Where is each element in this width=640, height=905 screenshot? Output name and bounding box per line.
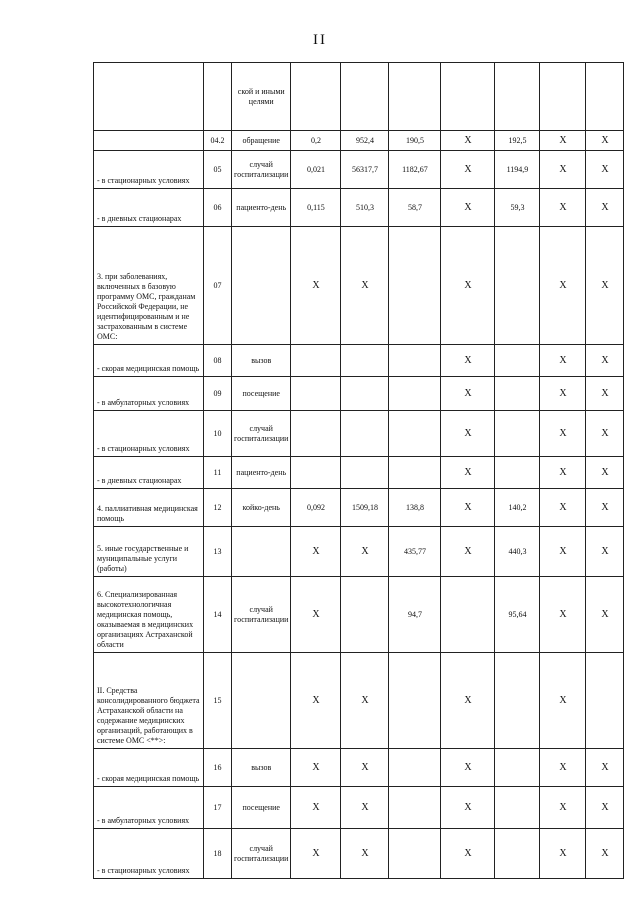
value-cell <box>389 411 441 457</box>
value-cell: X <box>586 527 624 577</box>
row-unit-cell: койко-день <box>232 489 291 527</box>
value-cell <box>341 577 389 653</box>
value-cell: X <box>586 189 624 227</box>
value-cell: X <box>291 749 341 787</box>
value-cell: X <box>441 489 495 527</box>
value-cell: X <box>441 227 495 345</box>
value-cell: X <box>441 151 495 189</box>
row-unit-cell: обращение <box>232 131 291 151</box>
value-cell: X <box>540 151 586 189</box>
row-unit-cell: случай госпитализации <box>232 577 291 653</box>
value-cell <box>389 653 441 749</box>
row-code-cell: 15 <box>204 653 232 749</box>
value-cell: X <box>540 189 586 227</box>
row-code-cell: 18 <box>204 829 232 879</box>
value-cell: X <box>441 457 495 489</box>
row-name-cell: - в дневных стационарах <box>94 457 204 489</box>
value-cell: X <box>540 489 586 527</box>
value-cell <box>495 227 540 345</box>
value-cell <box>291 63 341 131</box>
row-name-cell: 6. Специализированная высокотехнологичная медицинская помощь, оказываемая в медицинских организациях Астраханской области <box>94 577 204 653</box>
value-cell <box>291 345 341 377</box>
value-cell: X <box>540 377 586 411</box>
value-cell: X <box>586 131 624 151</box>
value-cell <box>495 411 540 457</box>
value-cell <box>389 457 441 489</box>
value-cell: X <box>341 829 389 879</box>
value-cell <box>495 63 540 131</box>
value-cell: X <box>341 749 389 787</box>
value-cell <box>495 377 540 411</box>
value-cell: X <box>540 829 586 879</box>
row-name-cell: - в дневных стационарах <box>94 189 204 227</box>
row-code-cell: 04.2 <box>204 131 232 151</box>
value-cell: X <box>586 457 624 489</box>
value-cell: X <box>441 189 495 227</box>
row-unit-cell: вызов <box>232 749 291 787</box>
value-cell: X <box>540 653 586 749</box>
row-code-cell: 11 <box>204 457 232 489</box>
value-cell: X <box>540 411 586 457</box>
value-cell: 510,3 <box>341 189 389 227</box>
value-cell <box>586 653 624 749</box>
row-unit-cell <box>232 653 291 749</box>
value-cell <box>495 457 540 489</box>
row-unit-cell: пациенто-день <box>232 457 291 489</box>
value-cell <box>389 345 441 377</box>
value-cell: X <box>441 787 495 829</box>
table-row <box>94 63 624 131</box>
value-cell: X <box>341 653 389 749</box>
row-unit-cell <box>232 227 291 345</box>
value-cell: 138,8 <box>389 489 441 527</box>
value-cell: 0,115 <box>291 189 341 227</box>
row-code-cell: 16 <box>204 749 232 787</box>
table-row <box>94 411 624 457</box>
value-cell: X <box>291 227 341 345</box>
row-code-cell: 08 <box>204 345 232 377</box>
value-cell <box>389 787 441 829</box>
row-name-cell: II. Средства консолидированного бюджета Астраханской области на содержание медицинских организаций, работающих в системе ОМС <**>: <box>94 653 204 749</box>
value-cell <box>291 457 341 489</box>
row-name-cell: 5. иные государственные и муниципальные услуги (работы) <box>94 527 204 577</box>
value-cell: X <box>540 527 586 577</box>
row-unit-cell: посещение <box>232 377 291 411</box>
table-row <box>94 527 624 577</box>
row-name-cell: - в стационарных условиях <box>94 411 204 457</box>
table-row <box>94 489 624 527</box>
value-cell: 0,092 <box>291 489 341 527</box>
row-code-cell: 12 <box>204 489 232 527</box>
value-cell <box>495 829 540 879</box>
value-cell <box>389 377 441 411</box>
value-cell <box>291 411 341 457</box>
row-code-cell: 13 <box>204 527 232 577</box>
table-row <box>94 345 624 377</box>
value-cell: 435,77 <box>389 527 441 577</box>
value-cell: 1509,18 <box>341 489 389 527</box>
value-cell <box>495 749 540 787</box>
value-cell <box>291 377 341 411</box>
table-row <box>94 749 624 787</box>
row-name-cell: - в амбулаторных условиях <box>94 377 204 411</box>
row-unit-cell <box>232 527 291 577</box>
financing-table <box>93 62 624 879</box>
row-code-cell: 05 <box>204 151 232 189</box>
value-cell: X <box>441 829 495 879</box>
row-code-cell: 17 <box>204 787 232 829</box>
value-cell <box>389 829 441 879</box>
value-cell <box>495 653 540 749</box>
value-cell <box>441 63 495 131</box>
row-name-cell: - в стационарных условиях <box>94 151 204 189</box>
value-cell: X <box>291 577 341 653</box>
value-cell: X <box>441 749 495 787</box>
value-cell <box>495 787 540 829</box>
value-cell: X <box>540 749 586 787</box>
table-row <box>94 653 624 749</box>
value-cell: X <box>586 489 624 527</box>
table-row <box>94 189 624 227</box>
table-row <box>94 151 624 189</box>
value-cell <box>441 577 495 653</box>
value-cell: X <box>441 131 495 151</box>
value-cell: X <box>586 345 624 377</box>
value-cell: X <box>586 577 624 653</box>
value-cell: X <box>341 787 389 829</box>
value-cell: X <box>291 787 341 829</box>
value-cell: 140,2 <box>495 489 540 527</box>
table-row <box>94 457 624 489</box>
value-cell <box>341 345 389 377</box>
value-cell <box>389 227 441 345</box>
value-cell: X <box>341 527 389 577</box>
value-cell: X <box>441 345 495 377</box>
row-code-cell: 07 <box>204 227 232 345</box>
value-cell: X <box>291 829 341 879</box>
value-cell: 94,7 <box>389 577 441 653</box>
row-code-cell: 10 <box>204 411 232 457</box>
row-name-cell: - в стационарных условиях <box>94 829 204 879</box>
table-row <box>94 131 624 151</box>
row-unit-cell: посещение <box>232 787 291 829</box>
value-cell: 190,5 <box>389 131 441 151</box>
value-cell: 1182,67 <box>389 151 441 189</box>
table-body <box>94 63 624 879</box>
value-cell: X <box>441 527 495 577</box>
value-cell: X <box>291 653 341 749</box>
value-cell <box>341 377 389 411</box>
value-cell: 0,2 <box>291 131 341 151</box>
row-unit-cell: случай госпитализации <box>232 411 291 457</box>
row-name-cell: - в амбулаторных условиях <box>94 787 204 829</box>
value-cell <box>389 63 441 131</box>
value-cell: X <box>540 227 586 345</box>
row-code-cell: 06 <box>204 189 232 227</box>
value-cell <box>495 345 540 377</box>
row-unit-cell: вызов <box>232 345 291 377</box>
value-cell: 95,64 <box>495 577 540 653</box>
value-cell: X <box>586 377 624 411</box>
value-cell <box>389 749 441 787</box>
value-cell: 0,021 <box>291 151 341 189</box>
value-cell: X <box>586 151 624 189</box>
table-row <box>94 829 624 879</box>
value-cell: X <box>586 829 624 879</box>
value-cell: X <box>540 131 586 151</box>
value-cell <box>341 411 389 457</box>
value-cell: X <box>441 411 495 457</box>
value-cell: 440,3 <box>495 527 540 577</box>
value-cell: X <box>586 227 624 345</box>
value-cell: X <box>441 653 495 749</box>
row-code-cell: 09 <box>204 377 232 411</box>
row-name-cell <box>94 63 204 131</box>
row-name-cell: - скорая медицинская помощь <box>94 345 204 377</box>
value-cell: X <box>291 527 341 577</box>
row-code-cell <box>204 63 232 131</box>
table-row <box>94 787 624 829</box>
row-unit-cell: случай госпитализации <box>232 151 291 189</box>
value-cell: 56317,7 <box>341 151 389 189</box>
row-name-cell: 4. паллиативная медицинская помощь <box>94 489 204 527</box>
row-code-cell: 14 <box>204 577 232 653</box>
value-cell: X <box>341 227 389 345</box>
row-name-cell: - скорая медицинская помощь <box>94 749 204 787</box>
value-cell: 952,4 <box>341 131 389 151</box>
value-cell: X <box>586 787 624 829</box>
value-cell: X <box>540 345 586 377</box>
value-cell: X <box>586 749 624 787</box>
row-name-cell: 3. при заболеваниях, включенных в базовую программу ОМС, гражданам Российской Федерации, не идентифицированным и не застрахованным в системе ОМС: <box>94 227 204 345</box>
table-row <box>94 377 624 411</box>
row-name-cell <box>94 131 204 151</box>
value-cell <box>341 63 389 131</box>
table-row <box>94 227 624 345</box>
value-cell: X <box>586 411 624 457</box>
value-cell: X <box>540 787 586 829</box>
row-unit-cell: ской и иными целями <box>232 63 291 131</box>
value-cell: 58,7 <box>389 189 441 227</box>
value-cell <box>540 63 586 131</box>
value-cell: X <box>540 457 586 489</box>
row-unit-cell: случай госпитализации <box>232 829 291 879</box>
value-cell: 1194,9 <box>495 151 540 189</box>
page-number: II <box>313 32 327 48</box>
value-cell <box>586 63 624 131</box>
row-unit-cell: пациенто-день <box>232 189 291 227</box>
value-cell <box>341 457 389 489</box>
value-cell: 59,3 <box>495 189 540 227</box>
value-cell: 192,5 <box>495 131 540 151</box>
table-row <box>94 577 624 653</box>
value-cell: X <box>540 577 586 653</box>
value-cell: X <box>441 377 495 411</box>
